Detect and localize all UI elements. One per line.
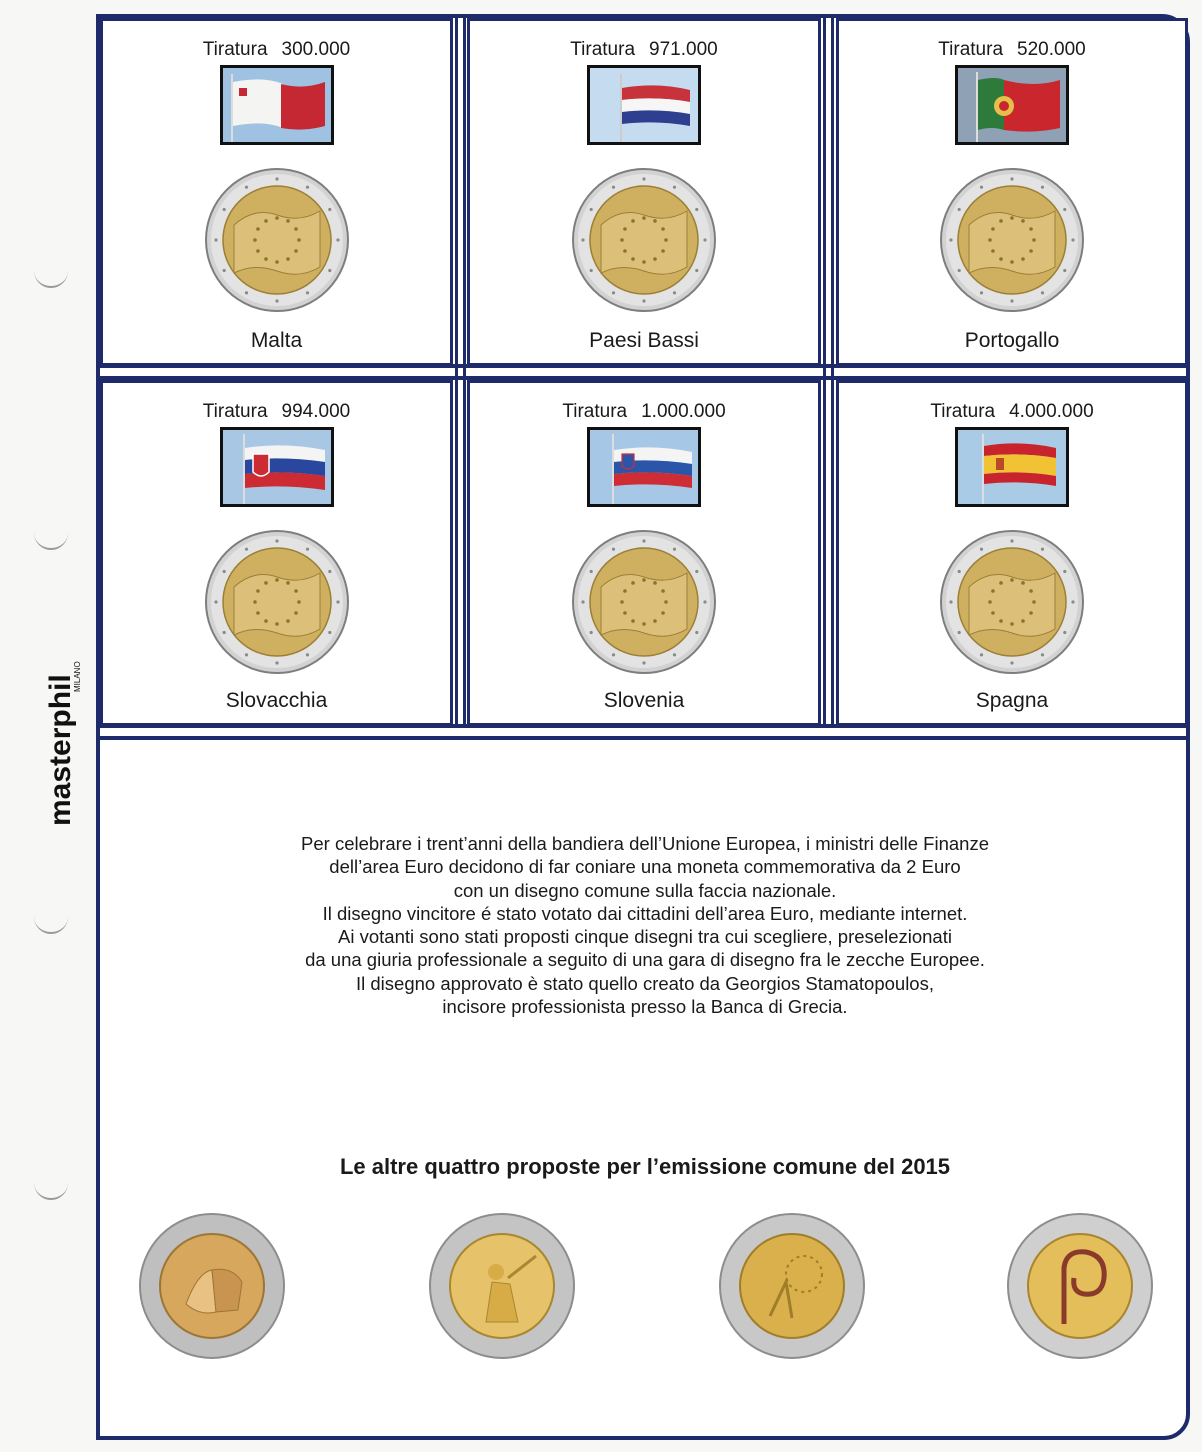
- coin-2-euro-icon: [939, 529, 1085, 675]
- slovakia-flag-icon: [220, 427, 334, 507]
- country-name: Slovacchia: [225, 689, 328, 712]
- netherlands-flag-icon: [587, 65, 701, 145]
- column-divider: [463, 18, 466, 726]
- punch-hole: [34, 268, 68, 288]
- description-line: Il disegno vincitore é stato votato dai cittadini dell’area Euro, mediante internet.: [322, 902, 968, 924]
- mintage-label: Tiratura: [202, 39, 268, 60]
- coin-2-euro-icon: [571, 167, 717, 313]
- proposal-coin-3-icon: [718, 1212, 866, 1360]
- coin-2-euro-icon: [204, 529, 350, 675]
- malta-flag-icon: [220, 65, 334, 145]
- mintage-label: Tiratura: [202, 401, 268, 422]
- proposals-heading: Le altre quattro proposte per l’emissione comune del 2015: [339, 1154, 951, 1179]
- column-divider: [455, 18, 458, 726]
- brand-city: MILANO: [73, 661, 82, 692]
- description-line: incisore professionista presso la Banca di Grecia.: [442, 996, 848, 1018]
- coin-cell-slovenia: [467, 380, 821, 726]
- description-line: da una giuria professionale a seguito di una gara di disegno fra le zecche Europee.: [305, 949, 985, 971]
- column-divider: [831, 18, 834, 726]
- description-line: Il disegno approvato è stato quello creato da Georgios Stamatopoulos,: [356, 972, 934, 994]
- mintage-line: [103, 39, 450, 61]
- mintage-value: 1.000.000: [641, 401, 726, 422]
- coin-cell-malta: [100, 18, 453, 366]
- mintage-value: 520.000: [1017, 39, 1086, 60]
- description-text: [104, 832, 1186, 1018]
- mintage-line: [839, 39, 1185, 61]
- coin-2-euro-icon: [939, 167, 1085, 313]
- spain-flag-icon: [955, 427, 1069, 507]
- mintage-value: 4.000.000: [1009, 401, 1094, 422]
- coin-cell-portogallo: [836, 18, 1188, 366]
- description-line: con un disegno comune sulla faccia nazionale.: [453, 879, 837, 901]
- description-line: Ai votanti sono stati proposti cinque disegni tra cui scegliere, preselezionati: [338, 926, 952, 948]
- punch-hole: [34, 530, 68, 550]
- country-name: Malta: [250, 329, 303, 352]
- punch-hole: [34, 1180, 68, 1200]
- column-divider: [823, 18, 826, 726]
- country-name: Slovenia: [603, 689, 685, 712]
- description-line: dell’area Euro decidono di far coniare una moneta commemorativa da 2 Euro: [329, 856, 961, 878]
- punch-hole: [34, 914, 68, 934]
- portugal-flag-icon: [955, 65, 1069, 145]
- mintage-line: [470, 39, 818, 61]
- proposal-coin-2-icon: [428, 1212, 576, 1360]
- mintage-value: 994.000: [281, 401, 351, 422]
- description-line: Per celebrare i trent’anni della bandiera dell’Unione Europea, i ministri delle Finanze: [301, 833, 989, 854]
- proposal-coin-1-icon: [138, 1212, 286, 1360]
- row-divider: [100, 736, 1188, 740]
- proposal-coin-4-icon: [1006, 1212, 1154, 1360]
- coin-2-euro-icon: [204, 167, 350, 313]
- coin-2-euro-icon: [571, 529, 717, 675]
- country-name: Portogallo: [964, 329, 1060, 352]
- country-name: Spagna: [975, 689, 1049, 712]
- mintage-value: 300.000: [281, 39, 351, 60]
- coin-cell-slovacchia: [100, 380, 453, 726]
- mintage-label: Tiratura: [938, 39, 1004, 60]
- mintage-label: Tiratura: [930, 401, 996, 422]
- mintage-label: Tiratura: [562, 401, 628, 422]
- mintage-line: [103, 401, 450, 423]
- mintage-line: [839, 401, 1185, 423]
- coin-cell-paesi-bassi: [467, 18, 821, 366]
- brand-logo: [34, 640, 84, 830]
- country-name: Paesi Bassi: [589, 329, 699, 352]
- coin-cell-spagna: [836, 380, 1188, 726]
- mintage-line: [470, 401, 818, 423]
- mintage-value: 971.000: [649, 39, 718, 60]
- slovenia-flag-icon: [587, 427, 701, 507]
- mintage-label: Tiratura: [570, 39, 636, 60]
- brand-name: masterphil: [44, 674, 77, 826]
